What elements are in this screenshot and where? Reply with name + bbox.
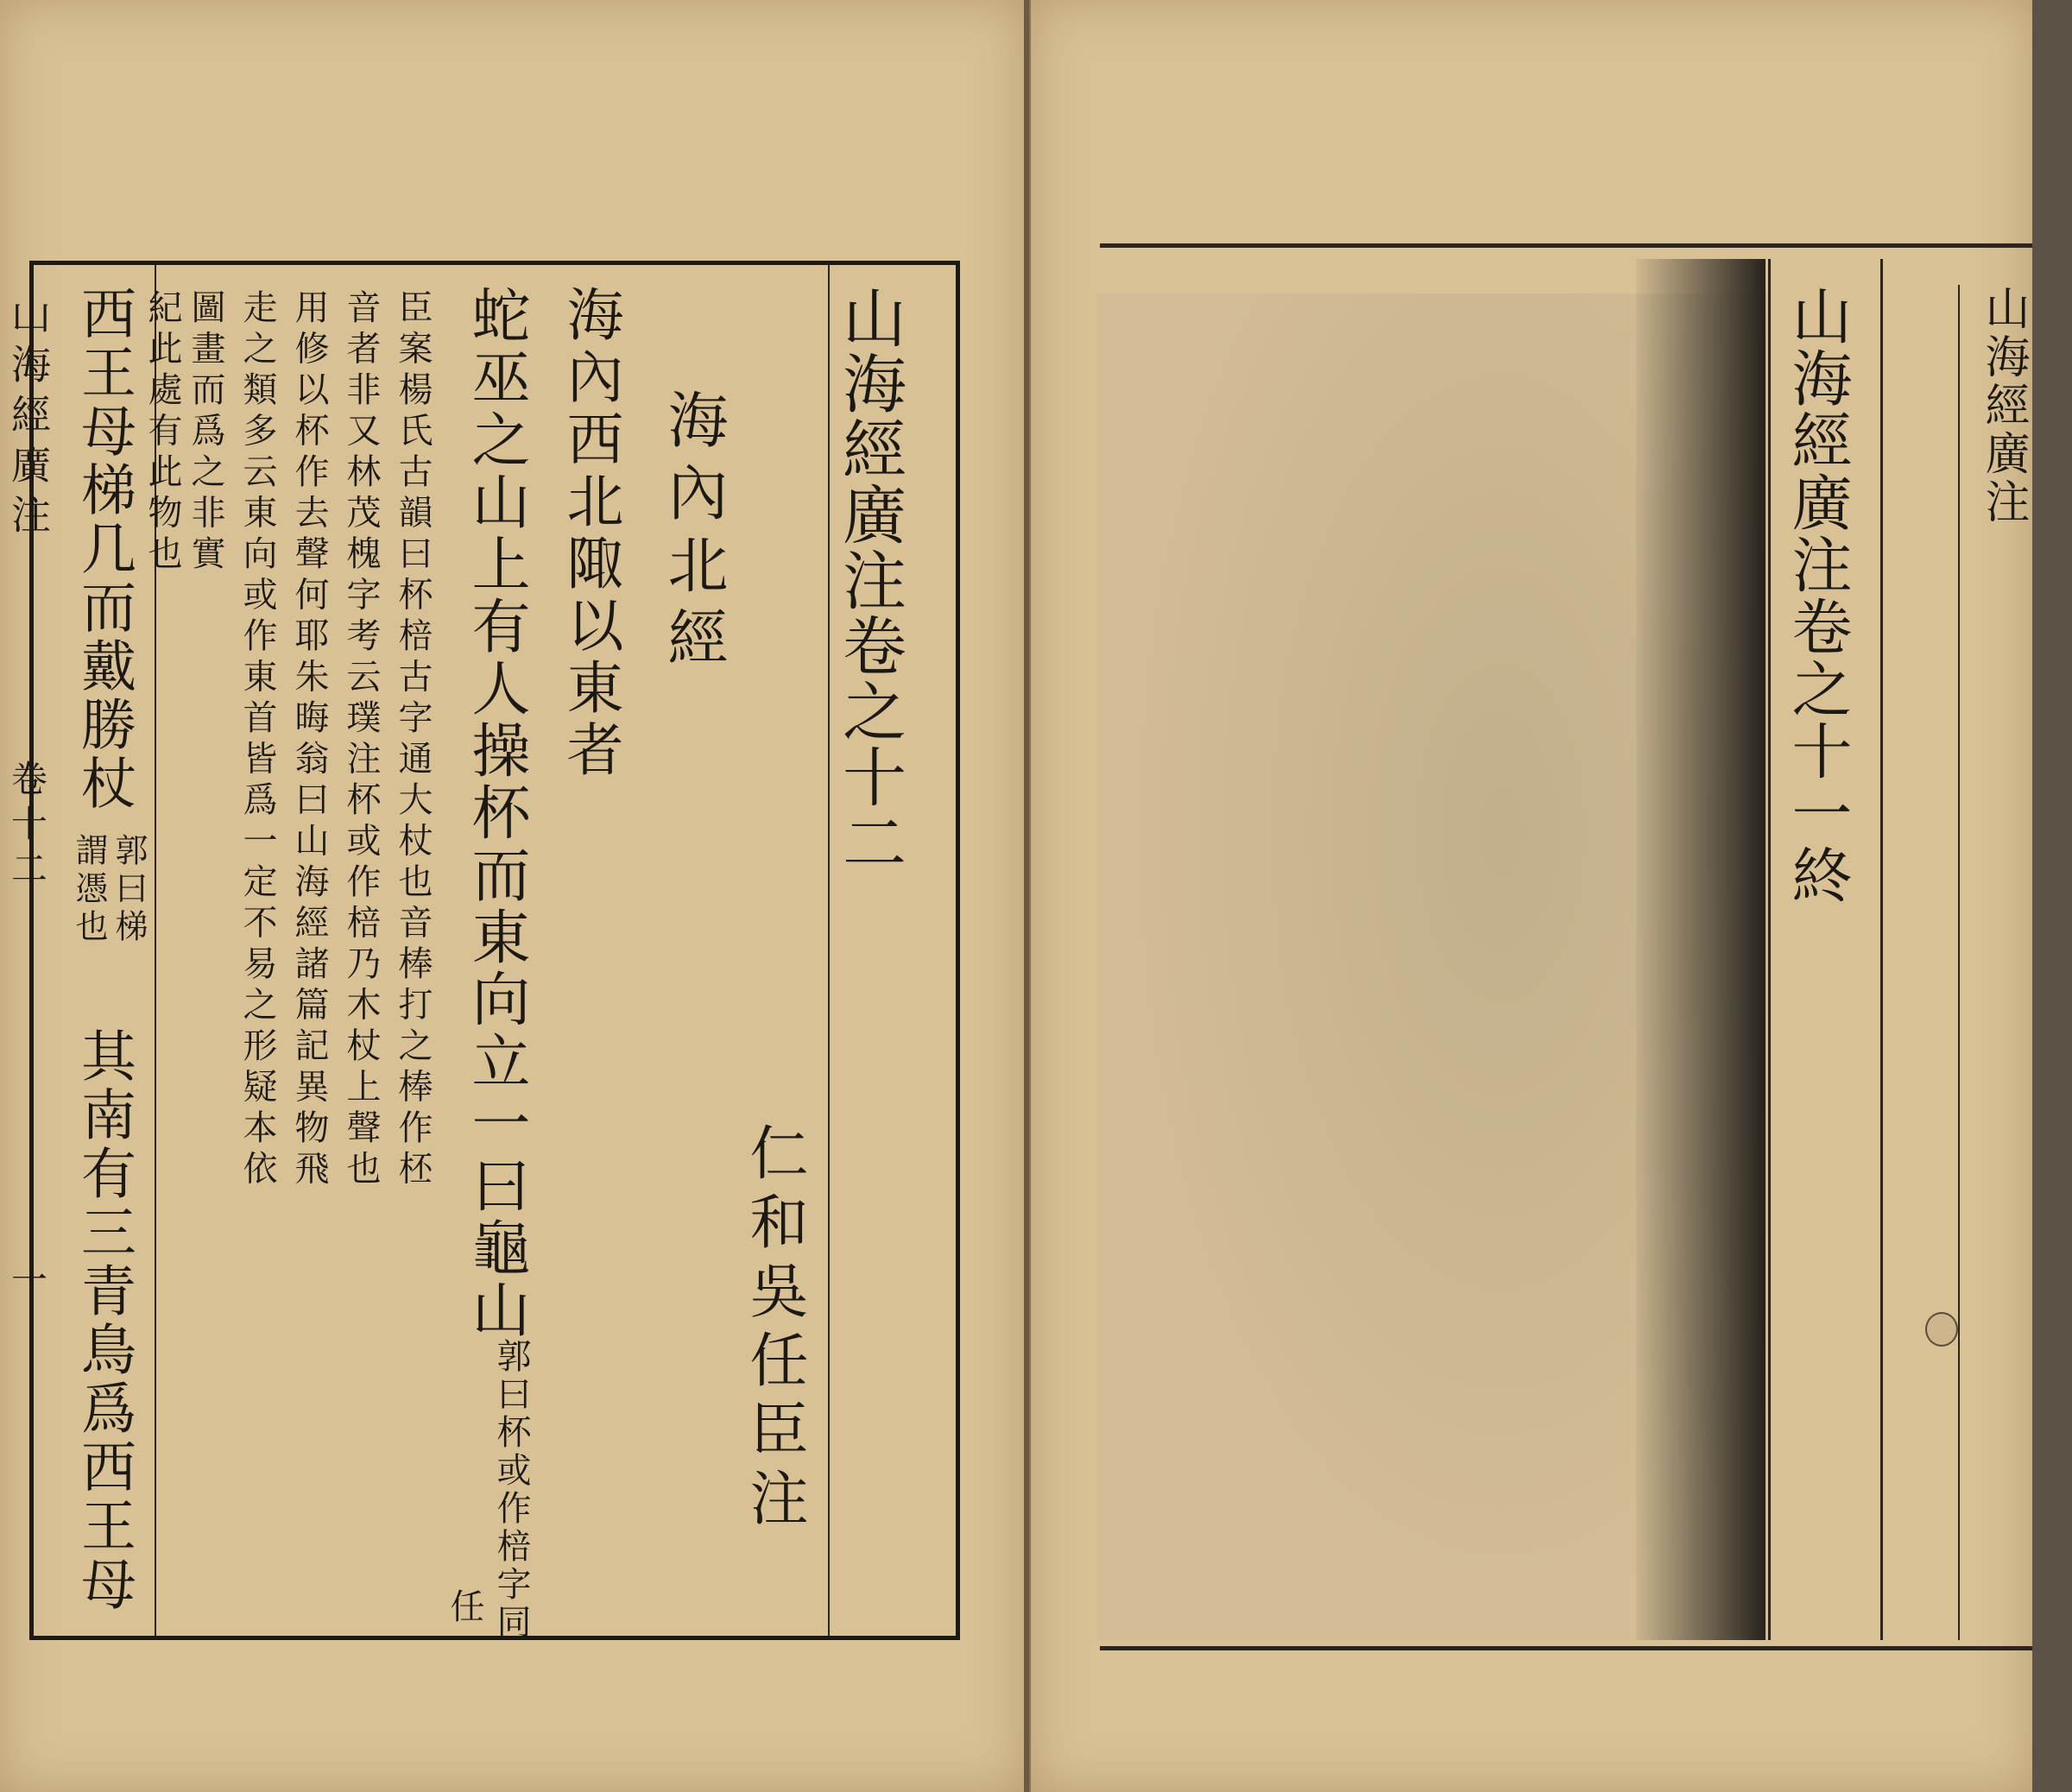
commentary-column: 音者非又林茂槐字考云璞注杯或作棓乃木杖上聲也 — [341, 289, 381, 1191]
worm-hole — [1925, 1312, 1958, 1347]
main-text-column: 其南有三青鳥爲西王母 — [72, 1027, 136, 1614]
margin-volume: 卷十二 — [6, 760, 48, 894]
margin-title: 山海經廣注 — [5, 293, 52, 544]
commentary-column: 用修以杯作去聲何耶朱晦翁曰山海經諸篇記異物飛 — [289, 289, 329, 1191]
commentary-column: 臣案楊氏古韻曰杯棓古字通大杖也音棒打之棒作柸 — [393, 289, 433, 1191]
commentary-note: 任 — [445, 1588, 484, 1627]
ink-dark-band — [1636, 259, 1766, 1640]
commentary-note: 謂憑也 — [70, 833, 108, 947]
margin-page-number: 一 — [6, 1260, 48, 1301]
column-rule — [1768, 259, 1771, 1640]
column-rule — [1880, 259, 1883, 1640]
commentary-column: 走之類多云東向或作東首皆爲一定不易之形疑本依 — [237, 289, 277, 1191]
main-text-column: 西王母梯几而戴勝杖 — [72, 285, 136, 813]
author-credit: 仁和吳任臣注 — [740, 1122, 808, 1536]
book-title: 山海經廣注卷之十二 — [832, 285, 906, 875]
section-heading: 海內西北陬以東者 — [557, 285, 623, 782]
chapter-title: 海內北經 — [658, 388, 729, 678]
left-page — [0, 0, 1026, 1792]
commentary-note: 郭曰杯或作棓字同 — [491, 1338, 531, 1642]
column-rule — [1958, 285, 1960, 1640]
commentary-column: 圖畫而爲之非實 — [186, 289, 225, 577]
column-rule — [828, 265, 830, 1636]
main-text-column: 蛇巫之山上有人操杯而東向立一曰龜山 — [462, 285, 530, 1341]
end-title: 山海經廣注卷之十一終 — [1782, 285, 1853, 906]
commentary-note: 郭曰梯 — [110, 833, 148, 947]
right-margin-title: 山海經廣注 — [1977, 285, 2029, 527]
commentary-column: 紀此處有此物也 — [142, 289, 182, 577]
